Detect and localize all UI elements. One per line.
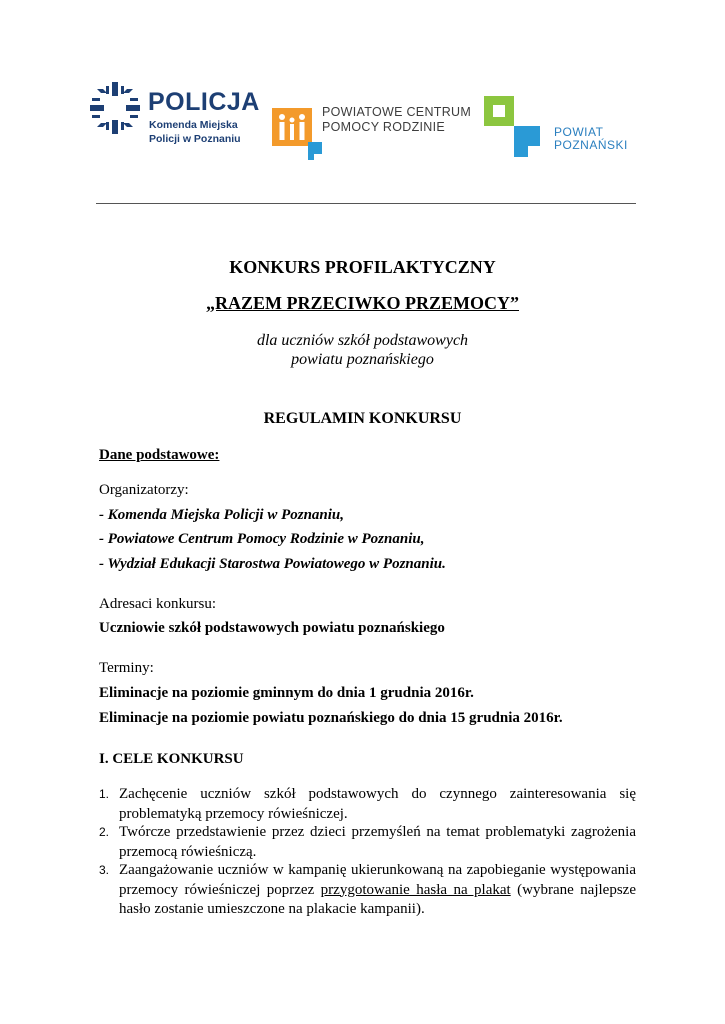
policja-logo-line2: Policji w Poznaniu <box>149 133 241 145</box>
policja-logo-line1: Komenda Miejska <box>149 119 238 131</box>
goal-number: 3. <box>99 863 110 877</box>
pcpr-family-icon <box>272 100 324 162</box>
goal-text <box>119 861 636 920</box>
organizer-item: - Wydział Edukacji Starostwa Powiatowego w Poznaniu. <box>99 556 446 572</box>
goal-text-part: (wybrane najlepsze hasło zostanie umieszczone na plakacie kampanii). <box>119 881 636 917</box>
goal-number: 1. <box>99 787 110 801</box>
section-1-heading: I. CELE KONKURSU <box>99 751 244 767</box>
contest-name-text: „RAZEM PRZECIWKO PRZEMOCY” <box>205 293 519 313</box>
addressees-value: Uczniowie szkół podstawowych powiatu poznańskiego <box>99 620 445 636</box>
organizer-item: - Powiatowe Centrum Pomocy Rodzinie w Poznaniu, <box>99 531 425 547</box>
regulamin-heading: REGULAMIN KONKURSU <box>263 410 462 427</box>
deadlines-label: Terminy: <box>99 660 154 676</box>
contest-name <box>0 293 725 314</box>
policja-logo <box>88 80 260 145</box>
goal-text-part: Zaangażowanie uczniów w kampanię ukierunkowaną na zapobieganie występowania przemocy rówieśniczej poprzez <box>119 862 636 898</box>
organizers-label: Organizatorzy: <box>99 482 189 498</box>
powiat-logo <box>484 96 634 160</box>
goal-list-item <box>99 785 636 824</box>
contest-subtitle-1: dla uczniów szkół podstawowych <box>256 332 469 349</box>
goal-list-item <box>99 861 636 920</box>
basics-heading <box>99 447 219 464</box>
contest-title: KONKURS PROFILAKTYCZNY <box>229 257 496 277</box>
powiat-emblem-icon <box>484 96 542 158</box>
deadline-item: Eliminacje na poziomie powiatu poznańskiego do dnia 15 grudnia 2016r. <box>99 710 563 726</box>
organizer-item: - Komenda Miejska Policji w Poznaniu, <box>99 507 345 523</box>
policja-logo-title: POLICJA <box>148 88 260 116</box>
deadline-item: Eliminacje na poziomie gminnym do dnia 1 grudnia 2016r. <box>99 685 474 701</box>
contest-subtitle-2: powiatu poznańskiego <box>291 351 434 368</box>
powiat-logo-line2: POZNAŃSKI <box>554 138 628 152</box>
pcpr-logo-line1: POWIATOWE CENTRUM <box>322 105 472 119</box>
goal-text: Zachęcenie uczniów szkół podstawowych do czynnego zainteresowania się problematyką przemocy rówieśniczej. <box>119 786 636 822</box>
goal-text: Twórcze przedstawienie przez dzieci przemyśleń na temat problematyki zagrożenia przemocą rówieśniczą. <box>119 824 636 860</box>
police-star-icon <box>88 80 142 136</box>
header-divider <box>96 203 636 204</box>
goal-list-item <box>99 823 636 862</box>
basics-heading-text: Dane podstawowe: <box>99 447 220 463</box>
goal-text-underlined: przygotowanie hasła na plakat <box>320 881 511 898</box>
powiat-logo-line1: POWIAT <box>554 125 604 139</box>
pcpr-logo <box>272 100 472 165</box>
pcpr-logo-line2: POMOCY RODZINIE <box>322 120 446 134</box>
addressees-label: Adresaci konkursu: <box>99 596 217 612</box>
goal-number: 2. <box>99 825 110 839</box>
